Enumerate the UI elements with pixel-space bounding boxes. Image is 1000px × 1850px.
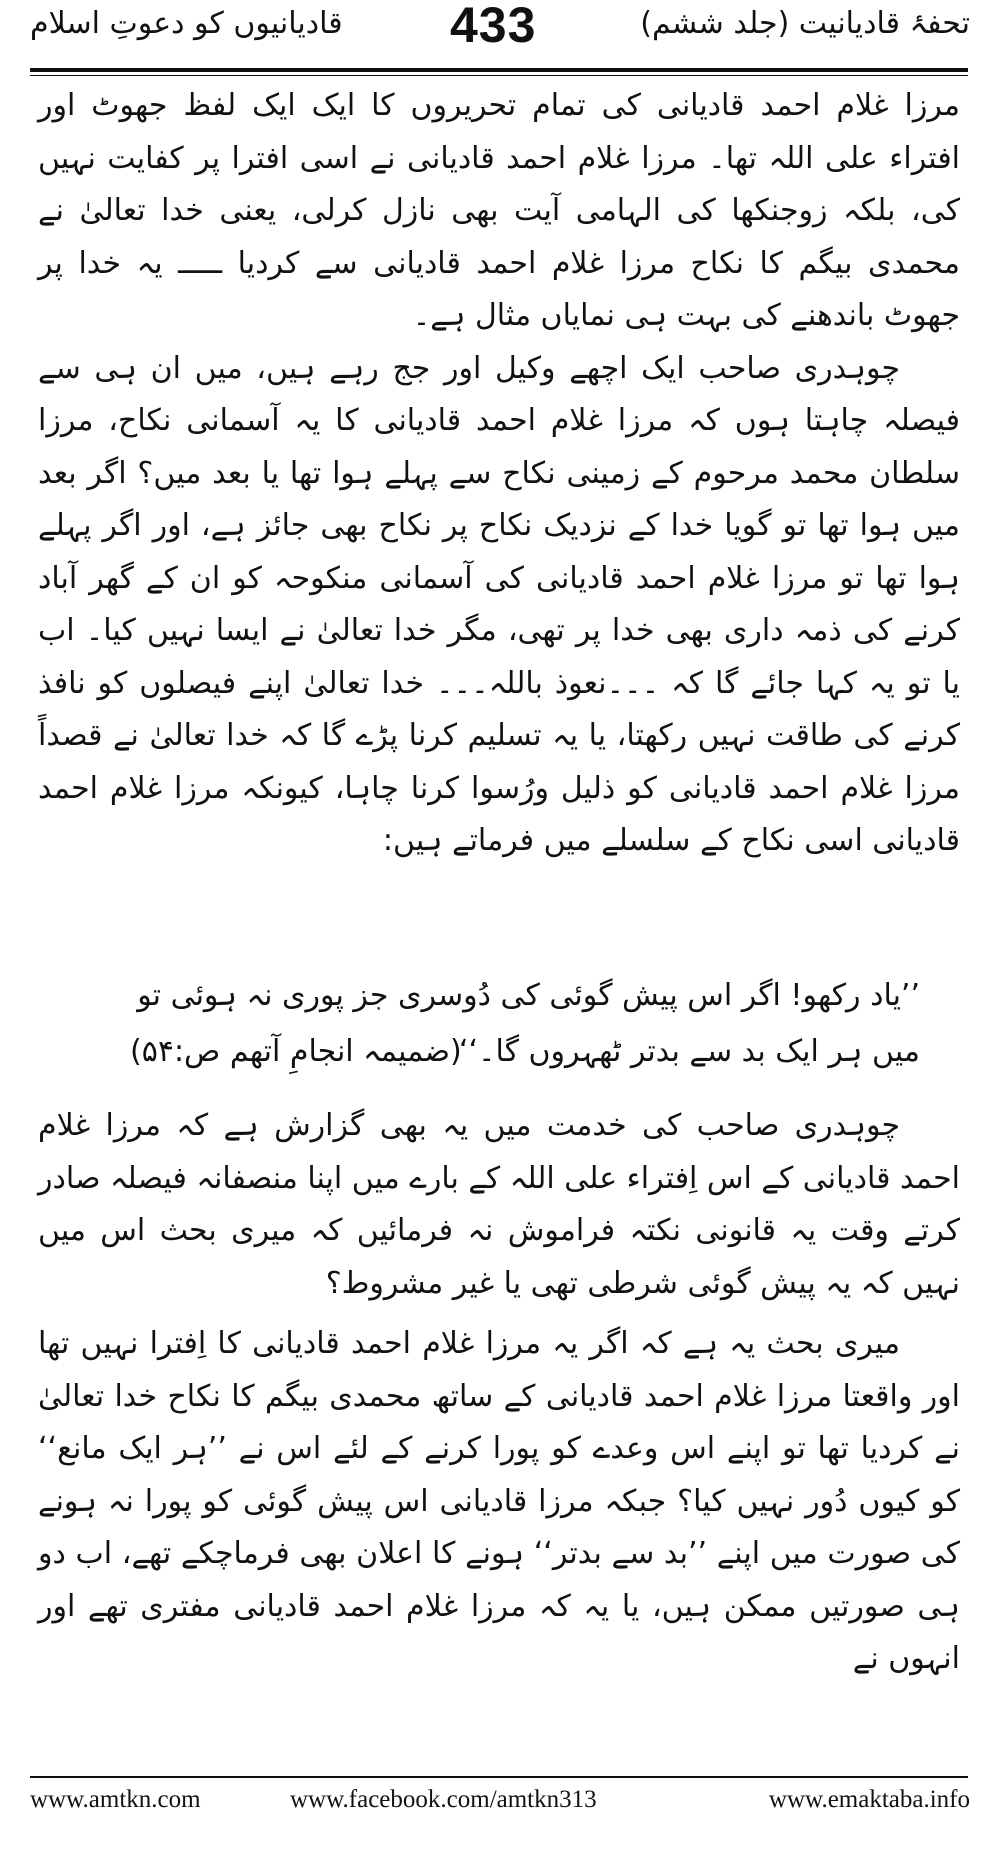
paragraph-1: مرزا غلام احمد قادیانی کی تمام تحریروں کا ایک ایک لفظ جھوٹ اور افتراء علی اللہ تھا۔ مرزا غلام احمد قادیانی نے اسی افترا پر کفایت نہیں کی، بلکہ زوجنکھا کی الہامی آیت بھی نازل کرلی، یعنی خدا تعالیٰ نے محمدی بیگم کا نکاح مرزا غلام احمد قادیانی سے کردیا ـــــ یہ خدا پر جھوٹ باندھنے کی بہت ہی نمایاں مثال ہے۔: [38, 88, 960, 333]
quote-reference: (ضمیمہ انجامِ آتھم ص:۵۴): [130, 1034, 462, 1069]
footer-link-emaktaba[interactable]: www.emaktaba.info: [768, 1786, 970, 1813]
body-text-top: [38, 80, 960, 868]
page-footer: [30, 1782, 970, 1822]
header-divider-thin: [30, 75, 968, 76]
paragraph-3: چوہدری صاحب کی خدمت میں یہ بھی گزارش ہے کہ مرزا غلام احمد قادیانی کے اس اِفتراء علی اللہ کے بارے میں اپنا منصفانہ فیصلہ صادر کرتے وقت یہ قانونی نکتہ فراموش نہ فرمائیں کہ میری بحث اس میں نہیں کہ یہ پیش گوئی شرطی تھی یا غیر مشروط؟: [37, 1108, 960, 1301]
quote-line-2-row: [100, 1024, 920, 1080]
paragraph-2: چوہدری صاحب ایک اچھے وکیل اور جج رہے ہیں، میں ان ہی سے فیصلہ چاہتا ہوں کہ مرزا غلام احمد قادیانی کا یہ آسمانی نکاح، مرزا سلطان محمد مرحوم کے زمینی نکاح سے پہلے ہوا تھا یا بعد میں؟ اگر بعد میں ہوا تھا تو گویا خدا کے نزدیک نکاح پر نکاح بھی جائز ہے، اور اگر پہلے ہوا تھا تو مرزا غلام احمد قادیانی کی آسمانی منکوحہ کو ان کے گھر آباد کرنے کی ذمہ داری بھی خدا پر تھی، مگر خدا تعالیٰ نے ایسا نہیں کیا۔ اب یا تو یہ کہا جائے گا کہ ۔۔۔نعوذ باللہ۔۔۔ خدا تعالیٰ اپنے فیصلوں کو نافذ کرنے کی طاقت نہیں رکھتا، یا یہ تسلیم کرنا پڑے گا کہ خدا تعالیٰ نے قصداً مرزا غلام احمد قادیانی کو ذلیل ورُسوا کرنا چاہا، کیونکہ مرزا غلام احمد قادیانی اسی نکاح کے سلسلے میں فرماتے ہیں:: [38, 350, 960, 858]
header-divider-thick: [30, 68, 968, 72]
page-number: 433: [450, 0, 537, 53]
quote-line-2: میں ہر ایک بد سے بدتر ٹھہروں گا۔‘‘: [458, 1034, 920, 1069]
paragraph-4: میری بحث یہ ہے کہ اگر یہ مرزا غلام احمد قادیانی کا اِفترا نہیں تھا اور واقعتا مرزا غلام احمد قادیانی کے ساتھ محمدی بیگم کا نکاح خدا تعالیٰ نے کردیا تھا تو اپنے اس وعدے کو پورا کرنے کے لئے اس نے ’’ہر ایک مانع‘‘ کو کیوں دُور نہیں کیا؟ جبکہ مرزا قادیانی اس پیش گوئی کو پورا نہ ہونے کی صورت میں اپنے ’’بد سے بدتر‘‘ ہونے کا اعلان بھی فرماچکے تھے، اب دو ہی صورتیں ممکن ہیں، یا یہ کہ مرزا غلام احمد قادیانی مفتری تھے اور انہوں نے: [38, 1326, 960, 1676]
quote-line-1: ’’یاد رکھو! اگر اس پیش گوئی کی دُوسری جز پوری نہ ہوئی تو: [137, 978, 920, 1013]
footer-link-facebook[interactable]: www.facebook.com/amtkn313: [290, 1786, 597, 1813]
footer-divider: [30, 1776, 968, 1778]
block-quote: [100, 968, 920, 1080]
page-header: [30, 0, 970, 66]
footer-link-amtkn[interactable]: www.amtkn.com: [30, 1786, 201, 1813]
chapter-title: قادیانیوں کو دعوتِ اسلام: [30, 6, 343, 41]
body-text-bottom: [38, 1100, 960, 1686]
book-title: تحفۂ قادیانیت (جلد ششم): [640, 6, 970, 41]
